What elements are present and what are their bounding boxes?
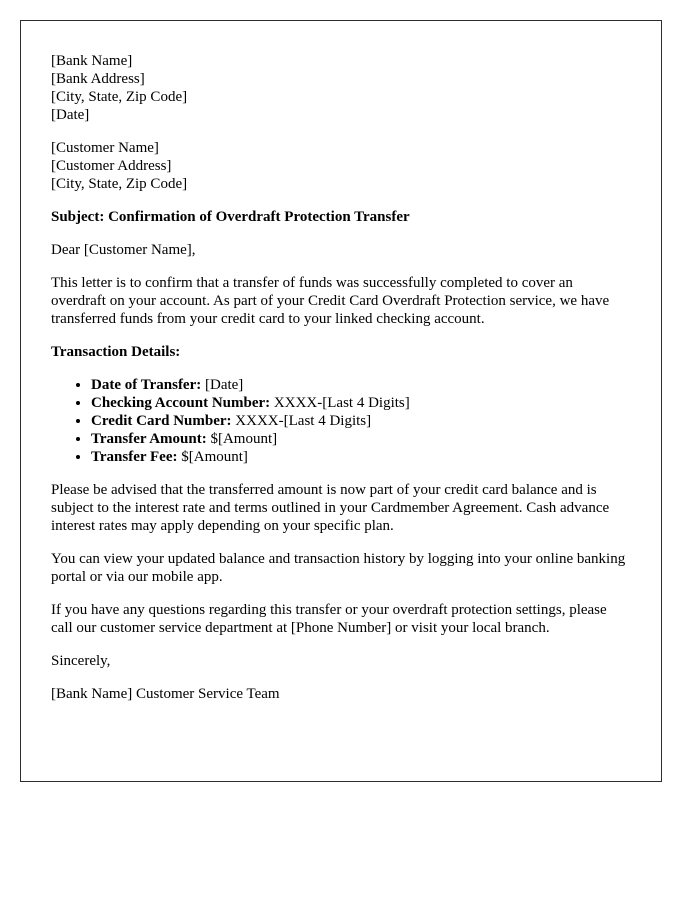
detail-label: Date of Transfer: — [91, 377, 202, 393]
detail-label: Credit Card Number: — [91, 413, 232, 429]
transaction-details-heading: Transaction Details: — [51, 344, 181, 360]
balance-info-paragraph: You can view your updated balance and transaction history by logging into your online banking portal or via our mobile app. — [51, 551, 626, 585]
detail-item-transfer-fee — [91, 448, 631, 466]
contact-paragraph: If you have any questions regarding this transfer or your overdraft protection settings, please call our customer service department at [Phone Number] or visit your local branch. — [51, 602, 607, 636]
detail-item-date-of-transfer — [91, 376, 631, 394]
sender-bank-name: [Bank Name] — [51, 53, 133, 69]
detail-item-checking-account — [91, 394, 631, 412]
detail-label: Transfer Fee: — [91, 449, 178, 465]
detail-label: Transfer Amount: — [91, 431, 207, 447]
letter-date: [Date] — [51, 107, 90, 123]
detail-value: [Date] — [205, 377, 244, 393]
letter-frame — [20, 20, 662, 782]
sender-city-state-zip: [City, State, Zip Code] — [51, 89, 188, 105]
detail-value: XXXX-[Last 4 Digits] — [235, 413, 372, 429]
detail-label: Checking Account Number: — [91, 395, 271, 411]
recipient-block — [51, 139, 631, 193]
sender-block — [51, 52, 631, 124]
signature: [Bank Name] Customer Service Team — [51, 686, 280, 702]
sender-bank-address: [Bank Address] — [51, 71, 145, 87]
terms-paragraph: Please be advised that the transferred amount is now part of your credit card balance and is subject to the interest rate and terms outlined in your Cardmember Agreement. Cash advance interest rates may apply depending on your specific plan. — [51, 482, 610, 534]
transaction-details-list — [51, 376, 631, 466]
detail-value: XXXX-[Last 4 Digits] — [273, 395, 410, 411]
recipient-city-state-zip: [City, State, Zip Code] — [51, 176, 188, 192]
intro-paragraph: This letter is to confirm that a transfer of funds was successfully completed to cover an overdraft on your account. As part of your Credit Card Overdraft Protection service, we have transferred funds from your credit card to your linked checking account. — [51, 275, 610, 327]
subject-line: Subject: Confirmation of Overdraft Protection Transfer — [51, 209, 410, 225]
salutation: Dear [Customer Name], — [51, 242, 196, 258]
recipient-name: [Customer Name] — [51, 140, 159, 156]
detail-item-transfer-amount — [91, 430, 631, 448]
detail-item-credit-card — [91, 412, 631, 430]
closing: Sincerely, — [51, 653, 111, 669]
recipient-address: [Customer Address] — [51, 158, 172, 174]
detail-value: $[Amount] — [181, 449, 248, 465]
detail-value: $[Amount] — [210, 431, 278, 447]
